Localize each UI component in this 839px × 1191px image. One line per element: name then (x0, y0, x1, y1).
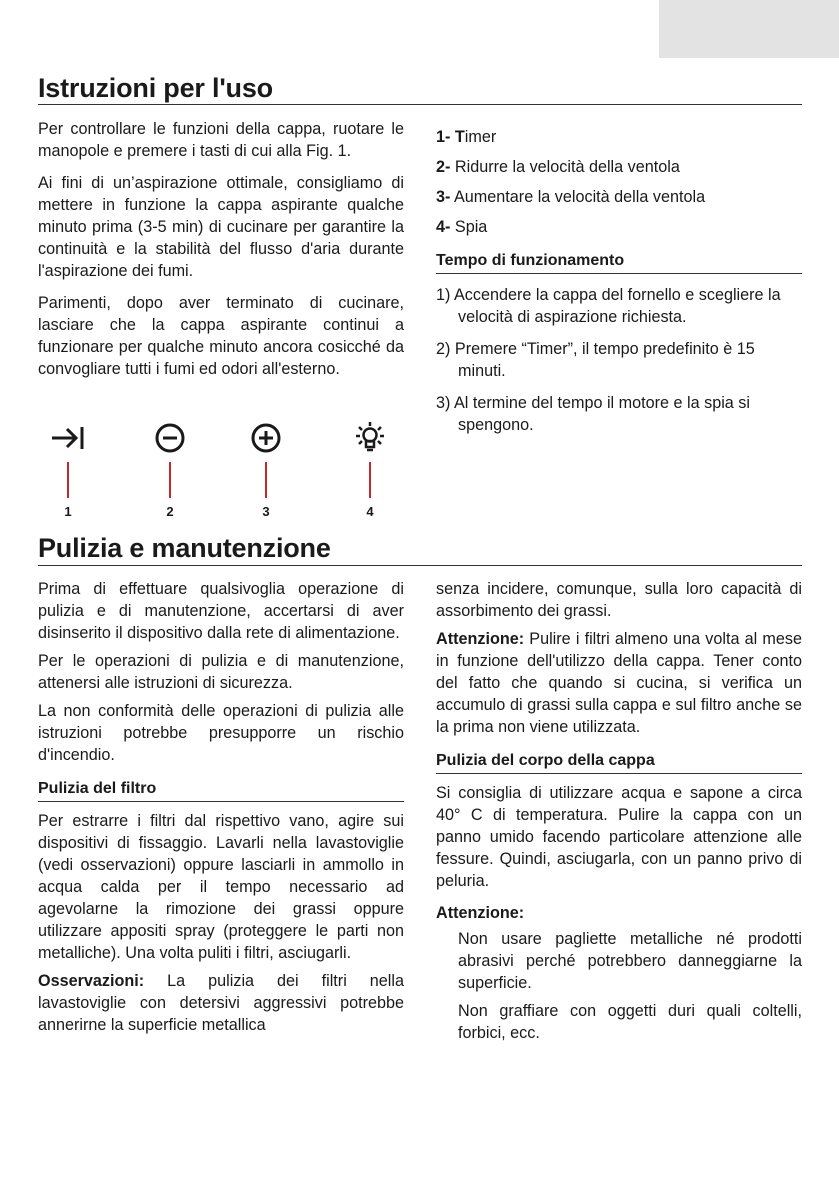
attention-item: Non usare pagliette metalliche né prodotti abrasivi perché potrebbero danneggiarne la superficie. (458, 930, 802, 992)
operation-step: 1) Accendere la cappa del fornello e scegliere la velocità di aspirazione richiesta. (436, 286, 781, 326)
light-bulb-icon (350, 420, 390, 456)
section-title-cleaning: Pulizia e manutenzione (38, 533, 331, 563)
callout-number: 4 (366, 504, 374, 519)
paragraph: Per controllare le funzioni della cappa, ruotare le manopole e premere i tasti di cui alla Fig. 1. (38, 120, 404, 160)
callout-line (369, 462, 371, 498)
operation-time-heading: Tempo di funzionamento (436, 250, 802, 274)
paragraph: Per le operazioni di pulizia e di manutenzione, attenersi alle istruzioni di sicurezza. (38, 652, 404, 692)
legend-item-timer: 1- Timer (436, 128, 497, 146)
section-rule (38, 565, 802, 566)
body-cleaning-heading: Pulizia del corpo della cappa (436, 750, 802, 774)
minus-circle-icon (150, 420, 190, 456)
plus-circle-icon (246, 420, 286, 456)
control-button-4 (350, 420, 390, 525)
paragraph: senza incidere, comunque, sulla loro capacità di assorbimento dei grassi. (436, 580, 802, 620)
control-panel-figure (38, 420, 404, 525)
section-title-usage: Istruzioni per l'uso (38, 73, 273, 103)
paragraph: Per estrarre i filtri dal rispettivo vano, agire sui dispositivi di fissaggio. Lavarli nella lavastoviglie (vedi osservazioni) oppure lasciarli in ammollo in acqua calda per il tempo necessario ad agevolarne la rimozione dei grassi oppure utilizzare appositi spray (proteggere le parti non metalliche). Una volta puliti i filtri, asciugarli. (38, 812, 404, 962)
callout-line (265, 462, 267, 498)
cleaning-left-column (38, 578, 404, 1036)
page-tab-marker (659, 0, 839, 58)
usage-left-column (38, 118, 404, 380)
callout-line (67, 462, 69, 498)
paragraph: Ai fini di un’aspirazione ottimale, consigliamo di mettere in funzione la cappa aspirante qualche minuto prima (3-5 min) di cucinare per garantire la continuità e la stabilità del flusso d'aria durante l'aspirazione dei fumi. (38, 174, 404, 280)
legend-item-decrease: 2- Ridurre la velocità della ventola (436, 158, 680, 176)
legend-item-light: 4- Spia (436, 218, 488, 236)
paragraph: Si consiglia di utilizzare acqua e sapone a circa 40° C di temperatura. Pulire la cappa con un panno umido facendo particolare attenzione alle fessure. Quindi, asciugarla, con un panno privo di peluria. (436, 784, 802, 890)
paragraph: La non conformità delle operazioni di pulizia alle istruzioni potrebbe presupporre un rischio d'incendio. (38, 702, 404, 764)
control-button-2 (150, 420, 190, 525)
operation-step: 2) Premere “Timer”, il tempo predefinito è 15 minuti. (436, 340, 755, 380)
callout-number: 2 (166, 504, 174, 519)
paragraph: Prima di effettuare qualsivoglia operazione di pulizia e di manutenzione, accertarsi di aver disinserito il dispositivo dalla rete di alimentazione. (38, 580, 404, 642)
timer-icon (48, 420, 88, 456)
cleaning-right-column (436, 578, 802, 1054)
callout-number: 3 (262, 504, 270, 519)
control-button-3 (246, 420, 286, 525)
attention-heading: Attenzione: (436, 904, 525, 922)
filter-note: Osservazioni: La pulizia dei filtri nella lavastoviglie con detersivi aggressivi potrebbe annerirne la superficie metallica (38, 972, 404, 1034)
control-button-1 (48, 420, 88, 525)
callout-number: 1 (64, 504, 72, 519)
paragraph: Parimenti, dopo aver terminato di cucinare, lasciare che la cappa aspirante continui a funzionare per qualche minuto ancora cosicché da convogliare tutti i fumi ed odori all'esterno. (38, 294, 404, 378)
filter-heading: Pulizia del filtro (38, 778, 404, 802)
callout-line (169, 462, 171, 498)
legend-item-increase: 3- Aumentare la velocità della ventola (436, 188, 706, 206)
attention-item: Non graffiare con oggetti duri quali coltelli, forbici, ecc. (458, 1002, 802, 1042)
section-rule (38, 104, 802, 105)
operation-step: 3) Al termine del tempo il motore e la spia si spengono. (436, 394, 750, 434)
usage-right-column (436, 126, 802, 446)
attention-note: Attenzione: Pulire i filtri almeno una volta al mese in funzione dell'utilizzo della cappa. Tener conto del fatto che quando si cucina, si verifica un accumulo di grassi sulla cappa e sul filtro anche se la prima non viene utilizzata. (436, 630, 802, 736)
